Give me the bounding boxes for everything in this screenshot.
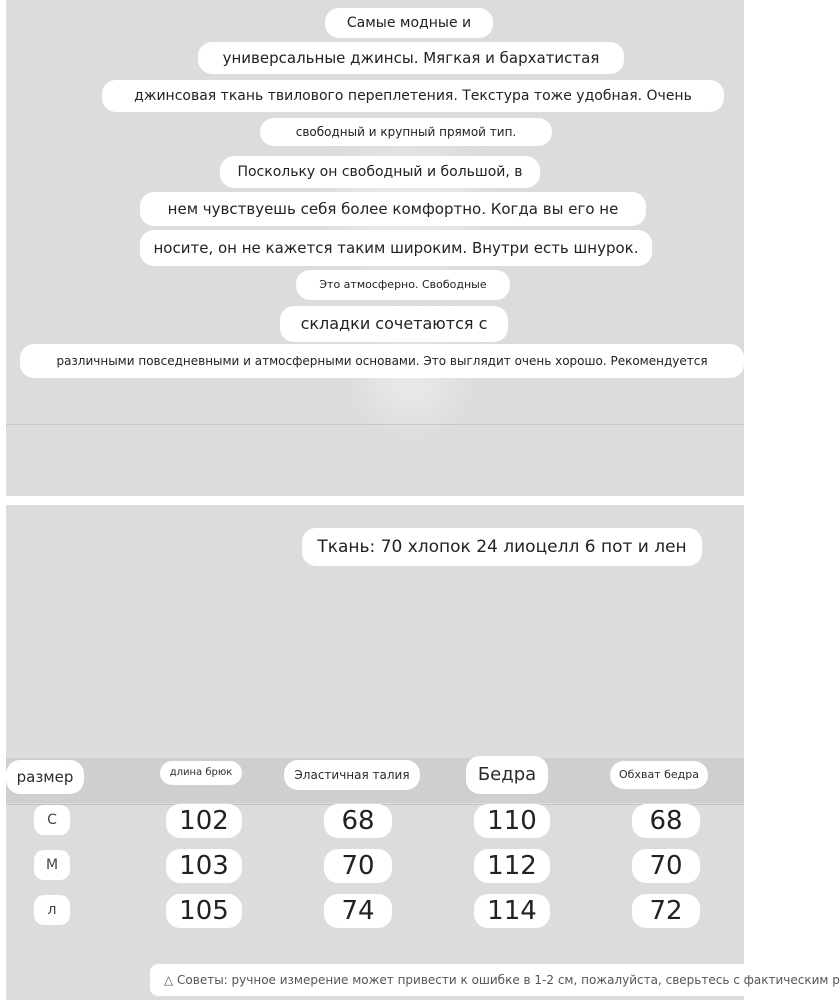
hip-girth-value: 68	[632, 804, 700, 838]
hips-value: 110	[474, 804, 550, 838]
description-panel	[6, 0, 744, 496]
fabric-composition: Ткань: 70 хлопок 24 лиоцелл 6 пот и лен	[302, 528, 702, 566]
elastic-waist-value: 68	[324, 804, 392, 838]
hips-value: 112	[474, 849, 550, 883]
header-elastic-waist: Эластичная талия	[284, 760, 420, 790]
description-line-10: различными повседневными и атмосферными основами. Это выглядит очень хорошо. Рекомендуется	[20, 344, 744, 378]
header-size: размер	[6, 760, 84, 794]
size-label: л	[34, 895, 70, 925]
hips-value: 114	[474, 894, 550, 928]
description-line-9: складки сочетаются с	[280, 306, 508, 342]
header-pants-length: длина брюк	[160, 761, 242, 785]
description-line-8: Это атмосферно. Свободные	[296, 270, 510, 300]
size-chart-panel	[6, 505, 840, 1000]
size-label: М	[34, 850, 70, 880]
size-label: С	[34, 805, 70, 835]
description-line-5: Поскольку он свободный и большой, в	[220, 156, 540, 188]
header-hips: Бедра	[466, 756, 548, 794]
description-line-6: нем чувствуешь себя более комфортно. Когда вы его не	[140, 192, 646, 226]
elastic-waist-value: 74	[324, 894, 392, 928]
description-line-7: носите, он не кажется таким широким. Внутри есть шнурок.	[140, 230, 652, 266]
pants-length-value: 105	[166, 894, 242, 928]
pants-length-value: 102	[166, 804, 242, 838]
elastic-waist-value: 70	[324, 849, 392, 883]
measurement-note: △ Советы: ручное измерение может привести к ошибке в 1-2 см, пожалуйста, сверьтесь с фактическим р	[150, 964, 750, 996]
pants-length-value: 103	[166, 849, 242, 883]
description-line-2: универсальные джинсы. Мягкая и бархатистая	[198, 42, 624, 74]
description-line-3: джинсовая ткань твилового переплетения. Текстура тоже удобная. Очень	[102, 80, 724, 112]
hip-girth-value: 70	[632, 849, 700, 883]
hip-girth-value: 72	[632, 894, 700, 928]
description-line-4: свободный и крупный прямой тип.	[260, 118, 552, 146]
description-line-1: Самые модные и	[325, 8, 493, 38]
header-hip-girth: Обхват бедра	[610, 761, 708, 789]
